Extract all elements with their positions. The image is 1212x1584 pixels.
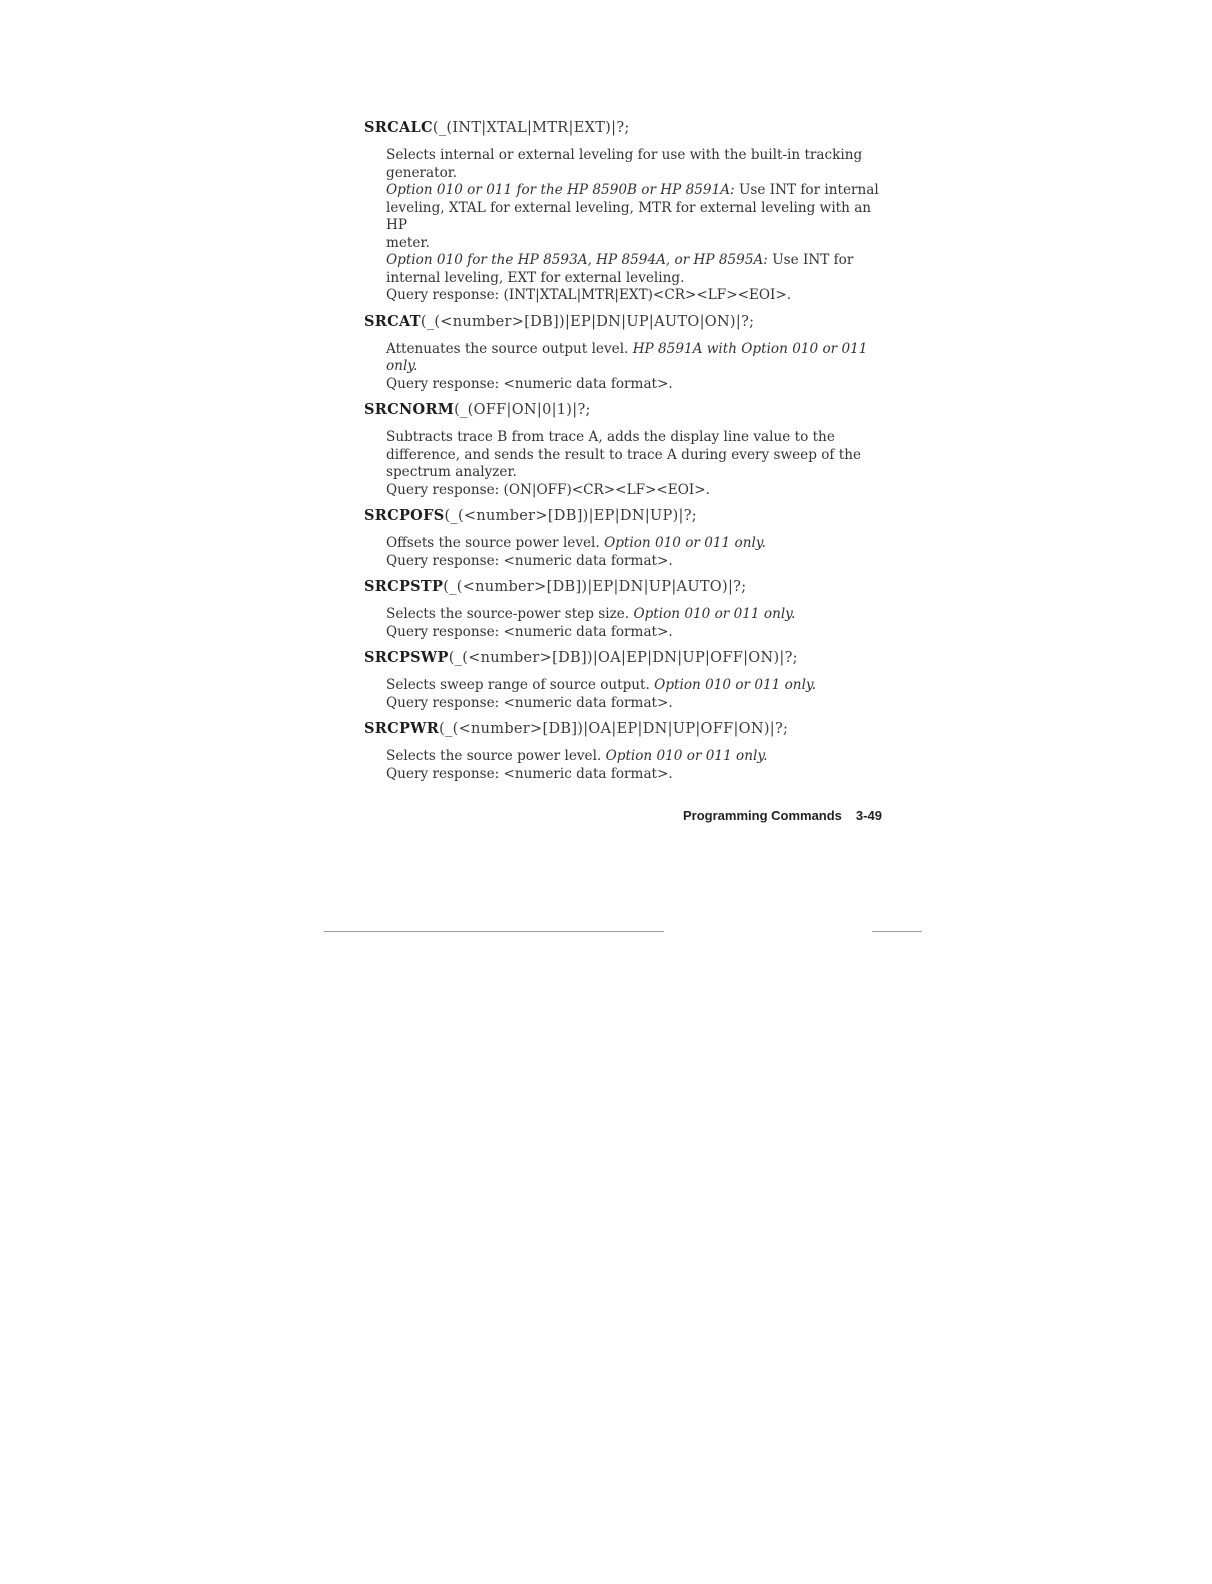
command-srcpstp — [364, 577, 894, 641]
command-syntax: (_(OFF|ON|0|1)|?; — [454, 402, 591, 418]
option-note: Option 010 or 011 only. — [605, 748, 768, 764]
page-footer — [683, 808, 893, 823]
description-line — [386, 606, 894, 624]
command-syntax: (_(<number>[DB])|EP|DN|UP)|?; — [444, 508, 697, 524]
description-line: Selects internal or external leveling for use with the built-in tracking — [386, 147, 863, 163]
description-line — [386, 535, 894, 553]
command-description — [386, 606, 894, 641]
description-line: Subtracts trace B from trace A, adds the display line value to the — [386, 429, 835, 445]
command-description — [386, 677, 894, 712]
description-line — [386, 341, 894, 376]
description-line: leveling, XTAL for external leveling, MTR for external leveling with an HP — [386, 199, 872, 233]
command-description — [386, 147, 894, 305]
description-line: difference, and sends the result to trace A during every sweep of the — [386, 446, 862, 463]
command-name: SRCPSWP — [364, 649, 449, 666]
scan-artifact-line — [324, 931, 664, 932]
description-text: Selects the source-power step size. — [386, 606, 634, 622]
command-syntax: (_(<number>[DB])|OA|EP|DN|UP|OFF|ON)|?; — [448, 650, 798, 666]
command-header — [364, 400, 894, 420]
scan-artifact-line — [872, 931, 922, 932]
command-name: SRCPWR — [364, 720, 440, 737]
command-srcat — [364, 312, 894, 394]
description-line: spectrum analyzer. — [386, 464, 517, 480]
command-header — [364, 312, 894, 332]
command-reference — [364, 118, 894, 790]
footer-section-title: Programming Commands — [683, 808, 842, 823]
command-description — [386, 748, 894, 783]
option-note: Option 010 or 011 only. — [654, 677, 817, 693]
command-srcalc — [364, 118, 894, 305]
command-description — [386, 429, 894, 499]
description-text: Selects the source power level. — [386, 748, 606, 764]
description-line — [386, 182, 894, 200]
option-note: Option 010 or 011 only. — [604, 535, 766, 551]
page-number: 3-49 — [855, 808, 882, 823]
command-header — [364, 118, 894, 138]
command-srcnorm — [364, 400, 894, 499]
command-header — [364, 719, 894, 739]
description-text: Attenuates the source output level. — [386, 340, 633, 357]
command-name: SRCALC — [364, 119, 433, 136]
option-note: Option 010 or 011 for the HP 8590B or HP 8591A: — [386, 182, 735, 198]
description-line — [386, 748, 894, 766]
description-line — [386, 677, 894, 695]
command-name: SRCAT — [364, 312, 421, 330]
command-syntax: (_(INT|XTAL|MTR|EXT)|?; — [432, 120, 630, 136]
query-response: Query response: <numeric data format>. — [386, 623, 673, 640]
command-srcpofs — [364, 506, 894, 570]
description-line: meter. — [386, 234, 430, 251]
option-note: HP 8591A with Option 010 or 011 only. — [386, 340, 868, 374]
option-note: Option 010 for the HP 8593A, HP 8594A, or HP 8595A: — [386, 252, 768, 268]
command-syntax: (_(<number>[DB])|OA|EP|DN|UP|OFF|ON)|?; — [439, 721, 789, 737]
description-line: internal leveling, EXT for external leveling. — [386, 269, 685, 286]
command-description — [386, 535, 894, 570]
command-name: SRCNORM — [364, 401, 455, 418]
command-name: SRCPSTP — [364, 578, 444, 595]
description-line: generator. — [386, 164, 458, 181]
query-response: Query response: (INT|XTAL|MTR|EXT)<CR><LF><EOI>. — [386, 287, 792, 303]
description-text: Use INT for internal — [734, 182, 879, 198]
description-line — [386, 252, 894, 270]
command-description — [386, 341, 894, 394]
query-response: Query response: (ON|OFF)<CR><LF><EOI>. — [386, 481, 710, 498]
command-header — [364, 648, 894, 668]
command-name: SRCPOFS — [364, 507, 445, 524]
query-response: Query response: <numeric data format>. — [386, 552, 673, 569]
description-text: Use INT for — [767, 252, 854, 268]
command-srcpwr — [364, 719, 894, 783]
command-syntax: (_(<number>[DB])|EP|DN|UP|AUTO)|?; — [443, 579, 747, 595]
query-response: Query response: <numeric data format>. — [386, 694, 673, 711]
query-response: Query response: <numeric data format>. — [386, 765, 673, 782]
description-text: Selects sweep range of source output. — [386, 677, 655, 693]
query-response: Query response: <numeric data format>. — [386, 375, 673, 392]
description-text: Offsets the source power level. — [386, 535, 605, 551]
command-syntax: (_(<number>[DB])|EP|DN|UP|AUTO|ON)|?; — [420, 313, 755, 330]
command-header — [364, 577, 894, 597]
command-srcpswp — [364, 648, 894, 712]
command-header — [364, 506, 894, 526]
option-note: Option 010 or 011 only. — [633, 606, 796, 622]
